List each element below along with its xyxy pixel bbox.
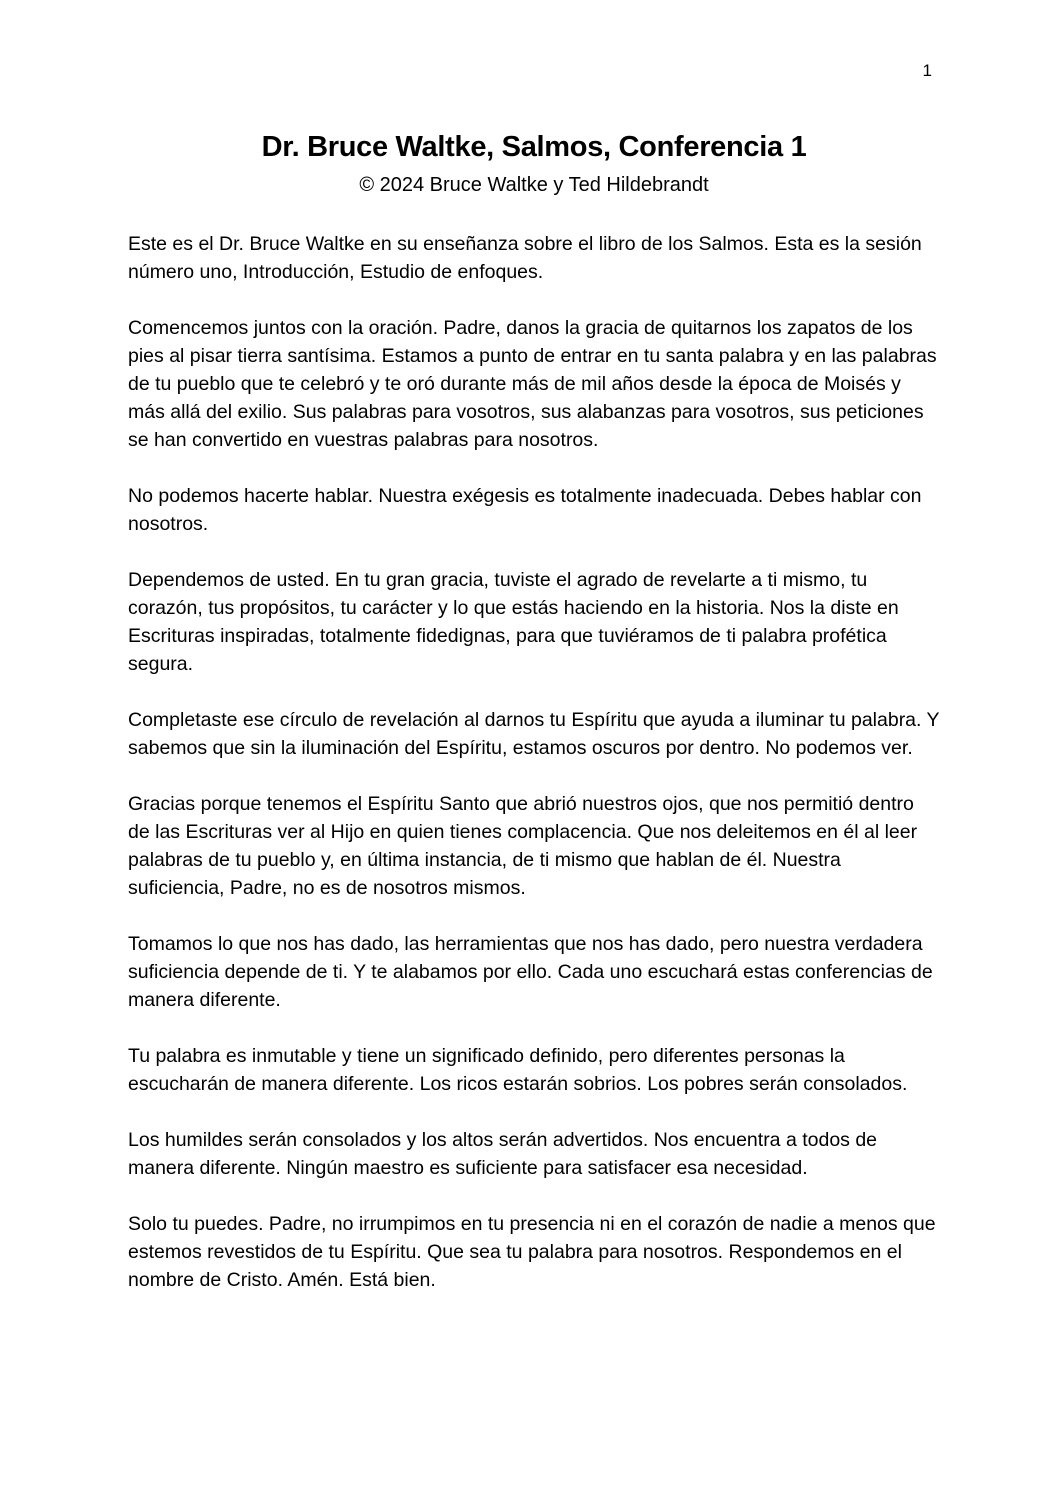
paragraph: Tomamos lo que nos has dado, las herramientas que nos has dado, pero nuestra verdadera suficiencia depende de ti. Y te alabamos por ello. Cada uno escuchará estas conferencias de manera diferente. xyxy=(128,933,933,1011)
document-body xyxy=(128,230,940,1294)
paragraph: Comencemos juntos con la oración. Padre, danos la gracia de quitarnos los zapatos de los pies al pisar tierra santísima. Estamos a punto de entrar en tu santa palabra y en las palabras de tu pueblo que te celebró y te oró durante más de mil años desde la época de Moisés y más allá del exilio. Sus palabras para vosotros, sus alabanzas para vosotros, sus peticiones se han convertido en vuestras palabras para nosotros. xyxy=(128,317,937,451)
document-content xyxy=(128,128,940,1322)
paragraph: Los humildes serán consolados y los altos serán advertidos. Nos encuentra a todos de manera diferente. Ningún maestro es suficiente para satisfacer esa necesidad. xyxy=(128,1129,878,1179)
paragraph: Este es el Dr. Bruce Waltke en su enseñanza sobre el libro de los Salmos. Esta es la sesión número uno, Introducción, Estudio de enfoques. xyxy=(128,233,922,283)
copyright-line: © 2024 Bruce Waltke y Ted Hildebrandt xyxy=(359,174,709,196)
paragraph: Solo tu puedes. Padre, no irrumpimos en tu presencia ni en el corazón de nadie a menos que estemos revestidos de tu Espíritu. Que sea tu palabra para nosotros. Respondemos en el nombre de Cristo. Amén. Está bien. xyxy=(128,1213,936,1291)
paragraph: Dependemos de usted. En tu gran gracia, tuviste el agrado de revelarte a ti mismo, tu corazón, tus propósitos, tu carácter y lo que estás haciendo en la historia. Nos la diste en Escrituras inspiradas, totalmente fidedignas, para que tuviéramos de ti palabra profética segura. xyxy=(128,569,899,675)
page-number: 1 xyxy=(922,61,932,80)
paragraph: Tu palabra es inmutable y tiene un significado definido, pero diferentes personas la escucharán de manera diferente. Los ricos estarán sobrios. Los pobres serán consolados. xyxy=(128,1045,908,1095)
document-title: Dr. Bruce Waltke, Salmos, Conferencia 1 xyxy=(261,131,807,163)
paragraph: Completaste ese círculo de revelación al darnos tu Espíritu que ayuda a iluminar tu palabra. Y sabemos que sin la iluminación del Espíritu, estamos oscuros por dentro. No podemos ver. xyxy=(128,709,940,759)
paragraph: Gracias porque tenemos el Espíritu Santo que abrió nuestros ojos, que nos permitió dentro de las Escrituras ver al Hijo en quien tienes complacencia. Que nos deleitemos en él al leer palabras de tu pueblo y, en última instancia, de ti mismo que hablan de él. Nuestra suficiencia, Padre, no es de nosotros mismos. xyxy=(128,793,918,899)
paragraph: No podemos hacerte hablar. Nuestra exégesis es totalmente inadecuada. Debes hablar con nosotros. xyxy=(128,485,922,535)
